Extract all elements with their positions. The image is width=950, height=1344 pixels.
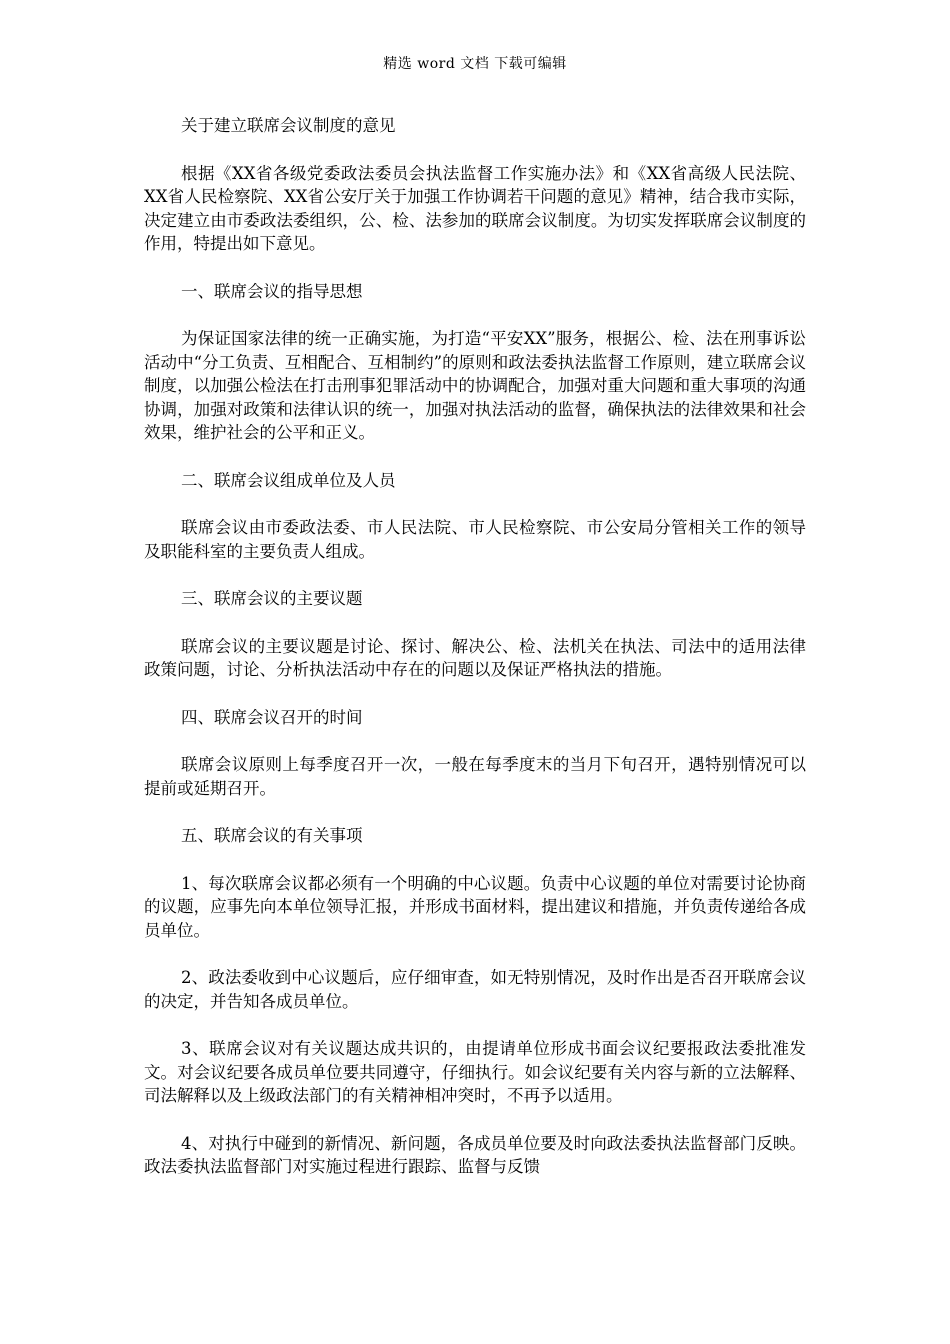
section-body-4: 联席会议原则上每季度召开一次，一般在每季度末的当月下旬召开，遇特别情况可以提前或延期召开。 [144, 755, 806, 798]
section5-item-1: 1、每次联席会议都必须有一个明确的中心议题。负责中心议题的单位对需要讨论协商的议题，应事先向本单位领导汇报，并形成书面材料，提出建议和措施，并负责传递给各成员单位。 [144, 873, 806, 940]
intro-paragraph: 根据《XX省各级党委政法委员会执法监督工作实施办法》和《XX省高级人民法院、XX省人民检察院、XX省公安厅关于加强工作协调若干问题的意见》精神，结合我市实际，决定建立由市委政法委组织，公、检、法参加的联席会议制度。为切实发挥联席会议制度的作用，特提出如下意见。 [144, 163, 806, 253]
section5-item-2: 2、政法委收到中心议题后，应仔细审查，如无特别情况，及时作出是否召开联席会议的决定，并告知各成员单位。 [144, 968, 806, 1011]
section-heading-5: 五、联席会议的有关事项 [181, 826, 363, 845]
section-heading-3: 三、联席会议的主要议题 [181, 589, 363, 608]
section-body-2: 联席会议由市委政法委、市人民法院、市人民检察院、市公安局分管相关工作的领导及职能科室的主要负责人组成。 [144, 518, 806, 561]
page-header: 精选 word 文档 下载可编辑 [383, 56, 567, 72]
section-heading-4: 四、联席会议召开的时间 [181, 707, 363, 727]
section-body-3: 联席会议的主要议题是讨论、探讨、解决公、检、法机关在执法、司法中的适用法律政策问题，讨论、分析执法活动中存在的问题以及保证严格执法的措施。 [144, 636, 806, 679]
section5-item-4: 4、对执行中碰到的新情况、新问题，各成员单位要及时向政法委执法监督部门反映。政法委执法监督部门对实施过程进行跟踪、监督与反馈 [144, 1133, 806, 1176]
section-body-1: 为保证国家法律的统一正确实施，为打造“平安XX”服务，根据公、检、法在刑事诉讼活动中“分工负责、互相配合、互相制约”的原则和政法委执法监督工作原则，建立联席会议制度，以加强公检法在打击刑事犯罪活动中的协调配合，加强对重大问题和重大事项的沟通协调，加强对政策和法律认识的统一，加强对执法活动的监督，确保执法的法律效果和社会效果，维护社会的公平和正义。 [144, 329, 806, 442]
section-heading-2: 二、联席会议组成单位及人员 [181, 470, 396, 490]
section5-item-3: 3、联席会议对有关议题达成共识的，由提请单位形成书面会议纪要报政法委批准发文。对会议纪要各成员单位要共同遵守，仔细执行。如会议纪要有关内容与新的立法解释、司法解释以及上级政法部门的有关精神相冲突时，不再予以适用。 [144, 1039, 806, 1105]
document-body [144, 114, 806, 1203]
document-title: 关于建立联席会议制度的意见 [181, 116, 396, 135]
section-heading-1: 一、联席会议的指导思想 [181, 281, 363, 301]
